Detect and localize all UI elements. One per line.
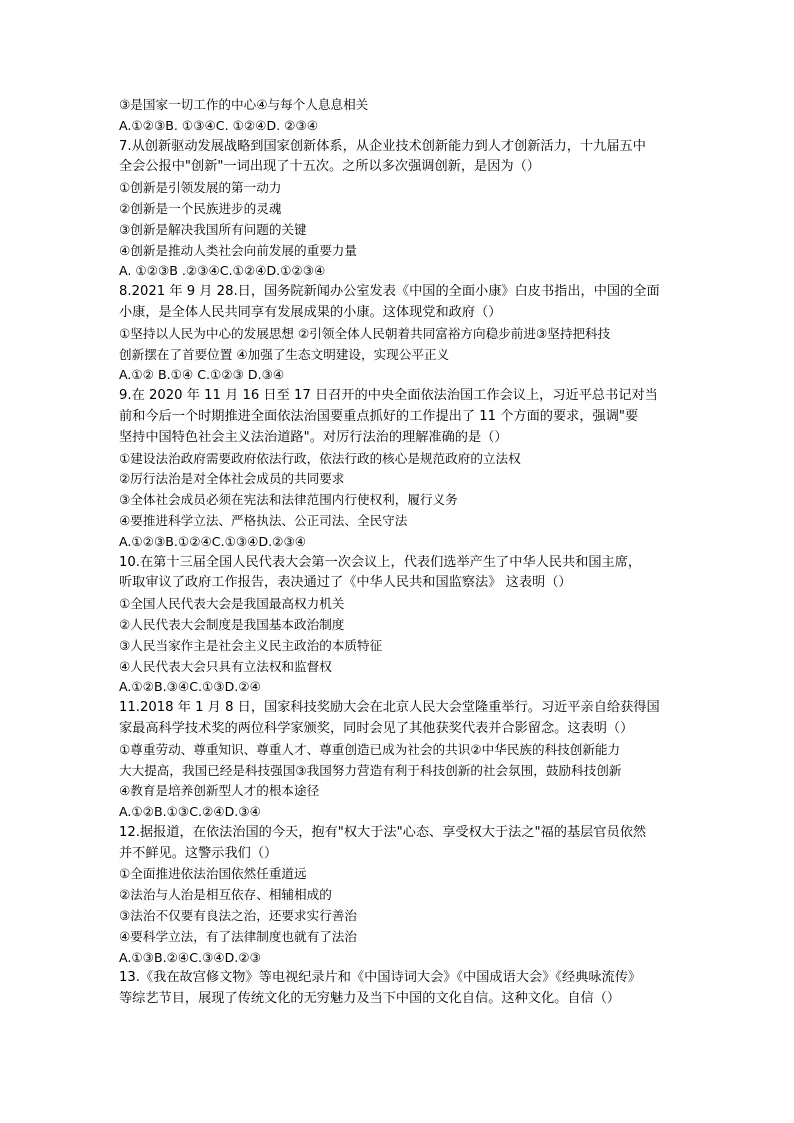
option-text-line: ①全国人民代表大会是我国最高权力机关: [119, 596, 345, 612]
option-text-line: ①创新是引领发展的第一动力: [119, 180, 282, 196]
option-text-line: ④教育是培养创新型人才的根本途径: [119, 783, 320, 799]
question-text-line: 坚持中国特色社会主义法治道路"。对厉行法治的理解准确的是（）: [119, 429, 508, 445]
answer-choices-line: A.①②B.①③C.②④D.③④: [119, 804, 261, 820]
question-text-line: 听取审议了政府工作报告，表决通过了《中华人民共和国监察法》 这表明（）: [119, 575, 572, 591]
answer-choices-line: A.①② B.①④ C.①②③ D.③④: [119, 367, 285, 383]
option-text-line: ①全面推进依法治国依然任重道远: [119, 866, 307, 882]
answer-choices-line: A.①③B.②④C.③④D.②③: [119, 949, 261, 965]
question-text-line: 11.2018 年 1 月 8 日，国家科技奖励大会在北京人民大会堂隆重举行。习近平亲自给获得国: [119, 700, 660, 716]
option-text-line: ③是国家一切工作的中心④与每个人息息相关: [119, 97, 369, 112]
question-text-line: 9.在 2020 年 11 月 16 日至 17 日召开的中央全面依法治国工作会议上，习近平总书记对当: [119, 388, 658, 404]
option-text-line: ③全体社会成员必须在宪法和法律范围内行使权利，履行义务: [119, 492, 458, 508]
option-text-line: ①建设法治政府需要政府依法行政，依法行政的核心是规范政府的立法权: [119, 450, 521, 466]
answer-choices-line: A.①②③B. ①③④C. ①②④D. ②③④: [119, 117, 319, 133]
option-text-line: ②创新是一个民族进步的灵魂: [119, 200, 282, 216]
option-text-line: ③人民当家作主是社会主义民主政治的本质特征: [119, 637, 383, 653]
question-text-line: 等综艺节目，展现了传统文化的无穷魅力及当下中国的文化自信。这种文化。自信（）: [119, 991, 621, 1007]
option-text-line: ②厉行法治是对全体社会成员的共同要求: [119, 471, 345, 487]
option-text-line: ④人民代表大会只具有立法权和监督权: [119, 658, 332, 674]
option-text-line: ①坚持以人民为中心的发展思想 ②引领全体人民朝着共同富裕方向稳步前进③坚持把科技: [119, 325, 611, 341]
answer-choices-line: A.①②③B.①②④C.①③④D.②③④: [119, 533, 307, 549]
option-text-line: 大大提高，我国已经是科技强国③我国努力营造有利于科技创新的社会氛围，鼓励科技创新: [119, 762, 622, 778]
question-text-line: 全会公报中"创新"一词出现了十五次。之所以多次强调创新，是因为（）: [119, 159, 540, 175]
question-text-line: 10.在第十三届全国人民代表大会第一次会议上，代表们选举产生了中华人民共和国主席，: [119, 554, 642, 570]
question-text-line: 12.据报道，在依法治国的今天，抱有"权大于法"心态、享受权大于法之"福的基层官员依然: [119, 824, 647, 840]
question-text-line: 13.《我在故宫修文物》等电视纪录片和《中国诗词大会》《中国成语大会》《经典咏流传》: [119, 970, 642, 986]
question-text-line: 8.2021 年 9 月 28.日，国务院新闻办公室发表《中国的全面小康》白皮书指出，中国的全面: [119, 284, 660, 300]
question-text-line: 小康，是全体人民共同享有发展成果的小康。这体现党和政府（）: [119, 304, 502, 320]
option-text-line: ④要推进科学立法、严格执法、公正司法、全民守法: [119, 512, 408, 528]
question-text-line: 7.从创新驱动发展战略到国家创新体系，从企业技术创新能力到人才创新活力，十九届五中: [119, 138, 646, 154]
option-text-line: ③创新是解决我国所有问题的关键: [119, 221, 307, 237]
option-text-line: 创新摆在了首要位置 ④加强了生态文明建设，实现公平正义: [119, 346, 450, 362]
answer-choices-line: A.①②B.③④C.①③D.②④: [119, 679, 261, 695]
option-text-line: ②法治与人治是相互依存、相辅相成的: [119, 887, 332, 903]
question-text-line: 并不鲜见。这警示我们（）: [119, 845, 278, 861]
question-text-line: 前和今后一个时期推进全面依法治国要重点抓好的工作提出了 11 个方面的要求，强调"要: [119, 408, 639, 424]
option-text-line: ④创新是推动人类社会向前发展的重要力量: [119, 242, 357, 258]
answer-choices-line: A. ①②③B .②③④C.①②④D.①②③④: [119, 263, 326, 279]
option-text-line: ①尊重劳动、尊重知识、尊重人才、尊重创造已成为社会的共识②中华民族的科技创新能力: [119, 741, 621, 757]
option-text-line: ②人民代表大会制度是我国基本政治制度: [119, 616, 345, 632]
question-text-line: 家最高科学技术奖的两位科学家颁奖，同时会见了其他获奖代表并合影留念。这表明（）: [119, 720, 634, 736]
exam-page: [119, 95, 689, 1010]
option-text-line: ④要科学立法，有了法律制度也就有了法治: [119, 928, 357, 944]
option-text-line: ③法治不仅要有良法之治，还要求实行善治: [119, 908, 357, 924]
